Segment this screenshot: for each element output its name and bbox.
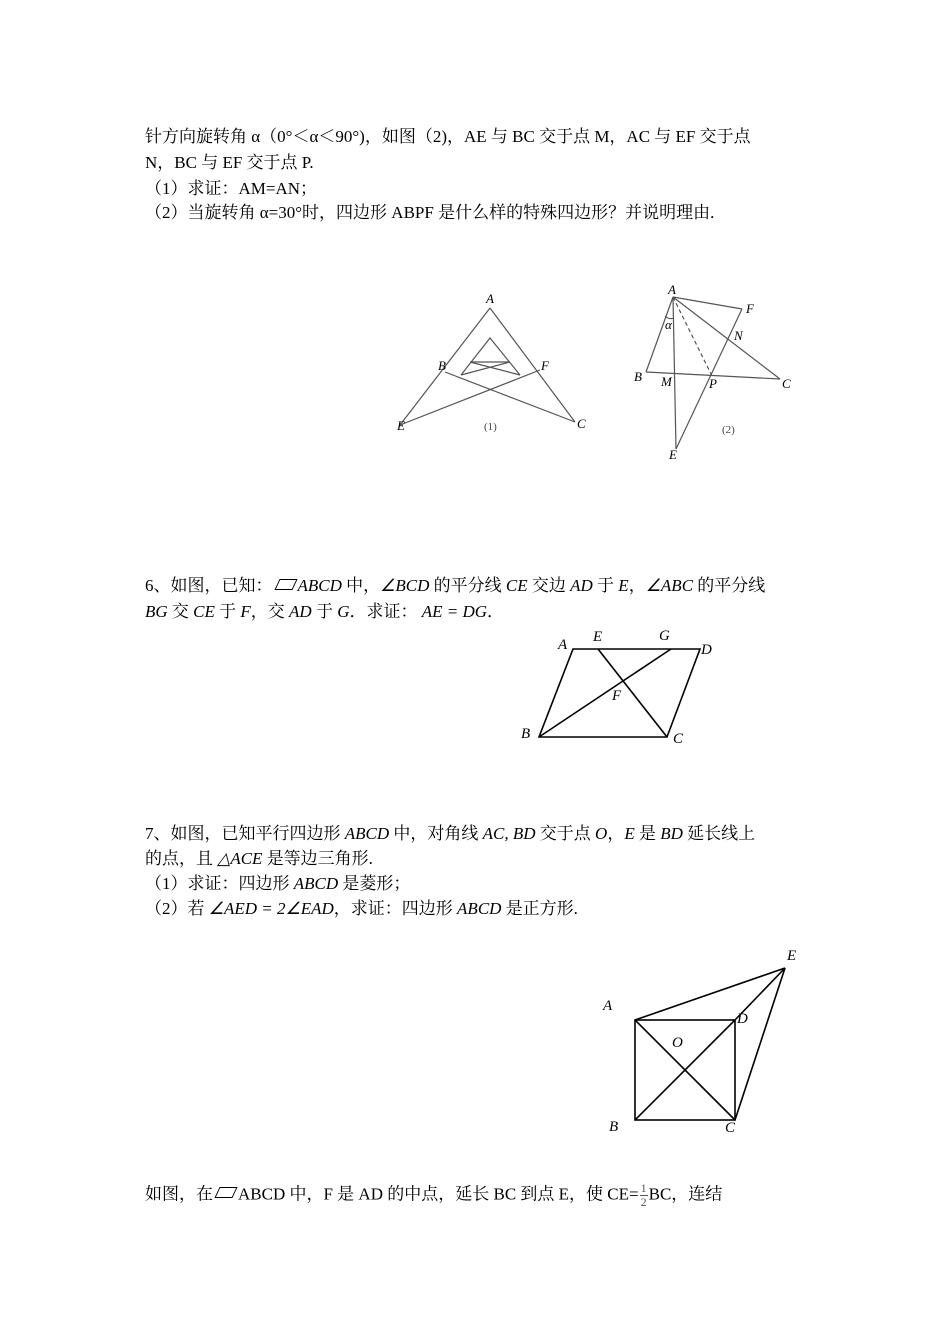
fraction-denominator: 2 — [640, 1195, 647, 1209]
p6-l1-k: ， — [628, 576, 646, 595]
p7-l1-j: BD — [660, 824, 683, 843]
p6-l1-c: 中， — [341, 576, 381, 595]
p5-line1: 针方向旋转角 α（0°＜α＜90°)，如图（2)，AE 与 BC 交于点 M，AC 与 EF 交于点 — [145, 127, 751, 146]
p5-question-2: （2）当旋转角 α=30°时，四边形 ABPF 是什么样的特殊四边形？并说明理由. — [145, 203, 715, 222]
p7-label-C: C — [725, 1120, 736, 1136]
p7-l1-a: 7、如图，已知平行四边形 — [145, 824, 345, 843]
p6-l1-e: 的平分线 — [429, 576, 506, 595]
p6-label-B: B — [521, 726, 531, 742]
p6-l1-j: E — [618, 576, 629, 595]
p7-q2-e: 是正方形. — [501, 899, 578, 918]
p6-l2-h: 于 — [311, 602, 338, 621]
p6-label-A: A — [558, 637, 568, 653]
p7-l1-h: E — [624, 824, 635, 843]
fig1-label-F: F — [541, 358, 549, 373]
p7-l2-c: 是等边三角形. — [262, 849, 373, 868]
p7-l1-d: AC, BD — [482, 824, 536, 843]
p8-a: 如图，在 — [145, 1184, 213, 1204]
fig2-label-B: B — [634, 369, 642, 384]
fraction-numerator: 1 — [640, 1181, 647, 1195]
p7-q2-a: （2）若 — [145, 899, 209, 918]
p7-q1-a: （1）求证：四边形 — [145, 874, 294, 893]
p6-l2-c: CE — [193, 602, 215, 621]
p7-q2-c: ，求证：四边形 — [333, 899, 458, 918]
parallelogram-icon — [214, 1187, 237, 1198]
p7-l1-c: 中，对角线 — [389, 824, 483, 843]
p5-question-1: （1）求证：AM=AN； — [145, 179, 318, 198]
fig2-label-P: P — [709, 376, 717, 391]
p6-label-F: F — [612, 688, 622, 704]
p8-b: ABCD 中，F 是 AD 的中点，延长 BC 到点 E，使 CE= — [238, 1184, 639, 1204]
p6-l2-e: F — [240, 602, 251, 621]
p7-label-O: O — [672, 1035, 683, 1051]
fig2-label-N: N — [734, 328, 743, 343]
fig2-label-F: F — [746, 301, 754, 316]
p6-l1-g: 交边 — [527, 576, 571, 595]
fig2-label-E: E — [669, 447, 677, 462]
p8-line1 — [145, 1182, 722, 1209]
p7-l1-g: ， — [607, 824, 625, 843]
p6-l2-d: 于 — [214, 602, 241, 621]
p7-l1-i: 是 — [634, 824, 661, 843]
p6-label-E: E — [593, 629, 603, 645]
p7-q2-b: ∠AED = 2∠EAD — [208, 899, 334, 918]
p6-l1-m: 的平分线 — [693, 576, 766, 595]
p6-l2-l: ． — [487, 602, 505, 621]
p7-l1-f: O — [595, 824, 608, 843]
p7-l2-a: 的点，且 — [145, 849, 218, 868]
p6-l1-a: 6、如图，已知： — [145, 576, 273, 595]
p7-label-B: B — [609, 1119, 619, 1135]
p6-l1-h: AD — [570, 576, 593, 595]
p6-l1-i: 于 — [592, 576, 619, 595]
p7-l1-e: 交于点 — [535, 824, 596, 843]
p7-l1-b: ABCD — [344, 824, 390, 843]
fig1-label-B: B — [438, 358, 446, 373]
p6-l1-l: ∠ABC — [645, 576, 694, 595]
p6-l2-a: BG — [145, 602, 168, 621]
fraction-half — [640, 1182, 648, 1209]
fig2-label-A: A — [668, 282, 676, 297]
p6-l2-f: ，交 — [250, 602, 290, 621]
p7-line-AE — [635, 968, 785, 1020]
fig2-caption: (2) — [722, 424, 735, 436]
fig1-label-E: E — [397, 418, 405, 433]
p6-l2-i: G — [337, 602, 350, 621]
p7-q2-d: ABCD — [457, 899, 502, 918]
p6-l2-b: 交 — [167, 602, 194, 621]
p6-l1-b: ABCD — [297, 576, 342, 595]
fig1-label-A: A — [486, 291, 494, 306]
p6-l2-j: ．求证： — [349, 602, 422, 621]
p6-label-C: C — [673, 731, 684, 747]
fig1-caption: (1) — [484, 421, 497, 433]
p7-l1-k: 延长线上 — [682, 824, 756, 843]
p5-line2: N，BC 与 EF 交于点 P. — [145, 153, 314, 172]
p6-l2-k: AE = DG — [421, 602, 488, 621]
p6-label-G: G — [659, 628, 670, 644]
p6-l1-f: CE — [505, 576, 528, 595]
fig1-label-C: C — [577, 416, 586, 431]
p8-c: BC，连结 — [648, 1184, 723, 1204]
fig2-label-M: M — [661, 374, 672, 389]
p7-line-CE — [735, 968, 785, 1120]
p7-q1-c: 是菱形； — [338, 874, 411, 893]
p7-q1-b: ABCD — [293, 874, 339, 893]
p7-label-D: D — [737, 1011, 748, 1027]
fig2-label-C: C — [782, 376, 791, 391]
p6-l2-g: AD — [289, 602, 312, 621]
p7-l2-b: △ACE — [217, 849, 263, 868]
fig2-label-alpha: α — [665, 317, 672, 332]
p6-label-D: D — [701, 642, 712, 658]
p7-label-E: E — [787, 948, 797, 964]
p7-label-A: A — [603, 998, 613, 1014]
p6-l1-d: ∠BCD — [380, 576, 430, 595]
